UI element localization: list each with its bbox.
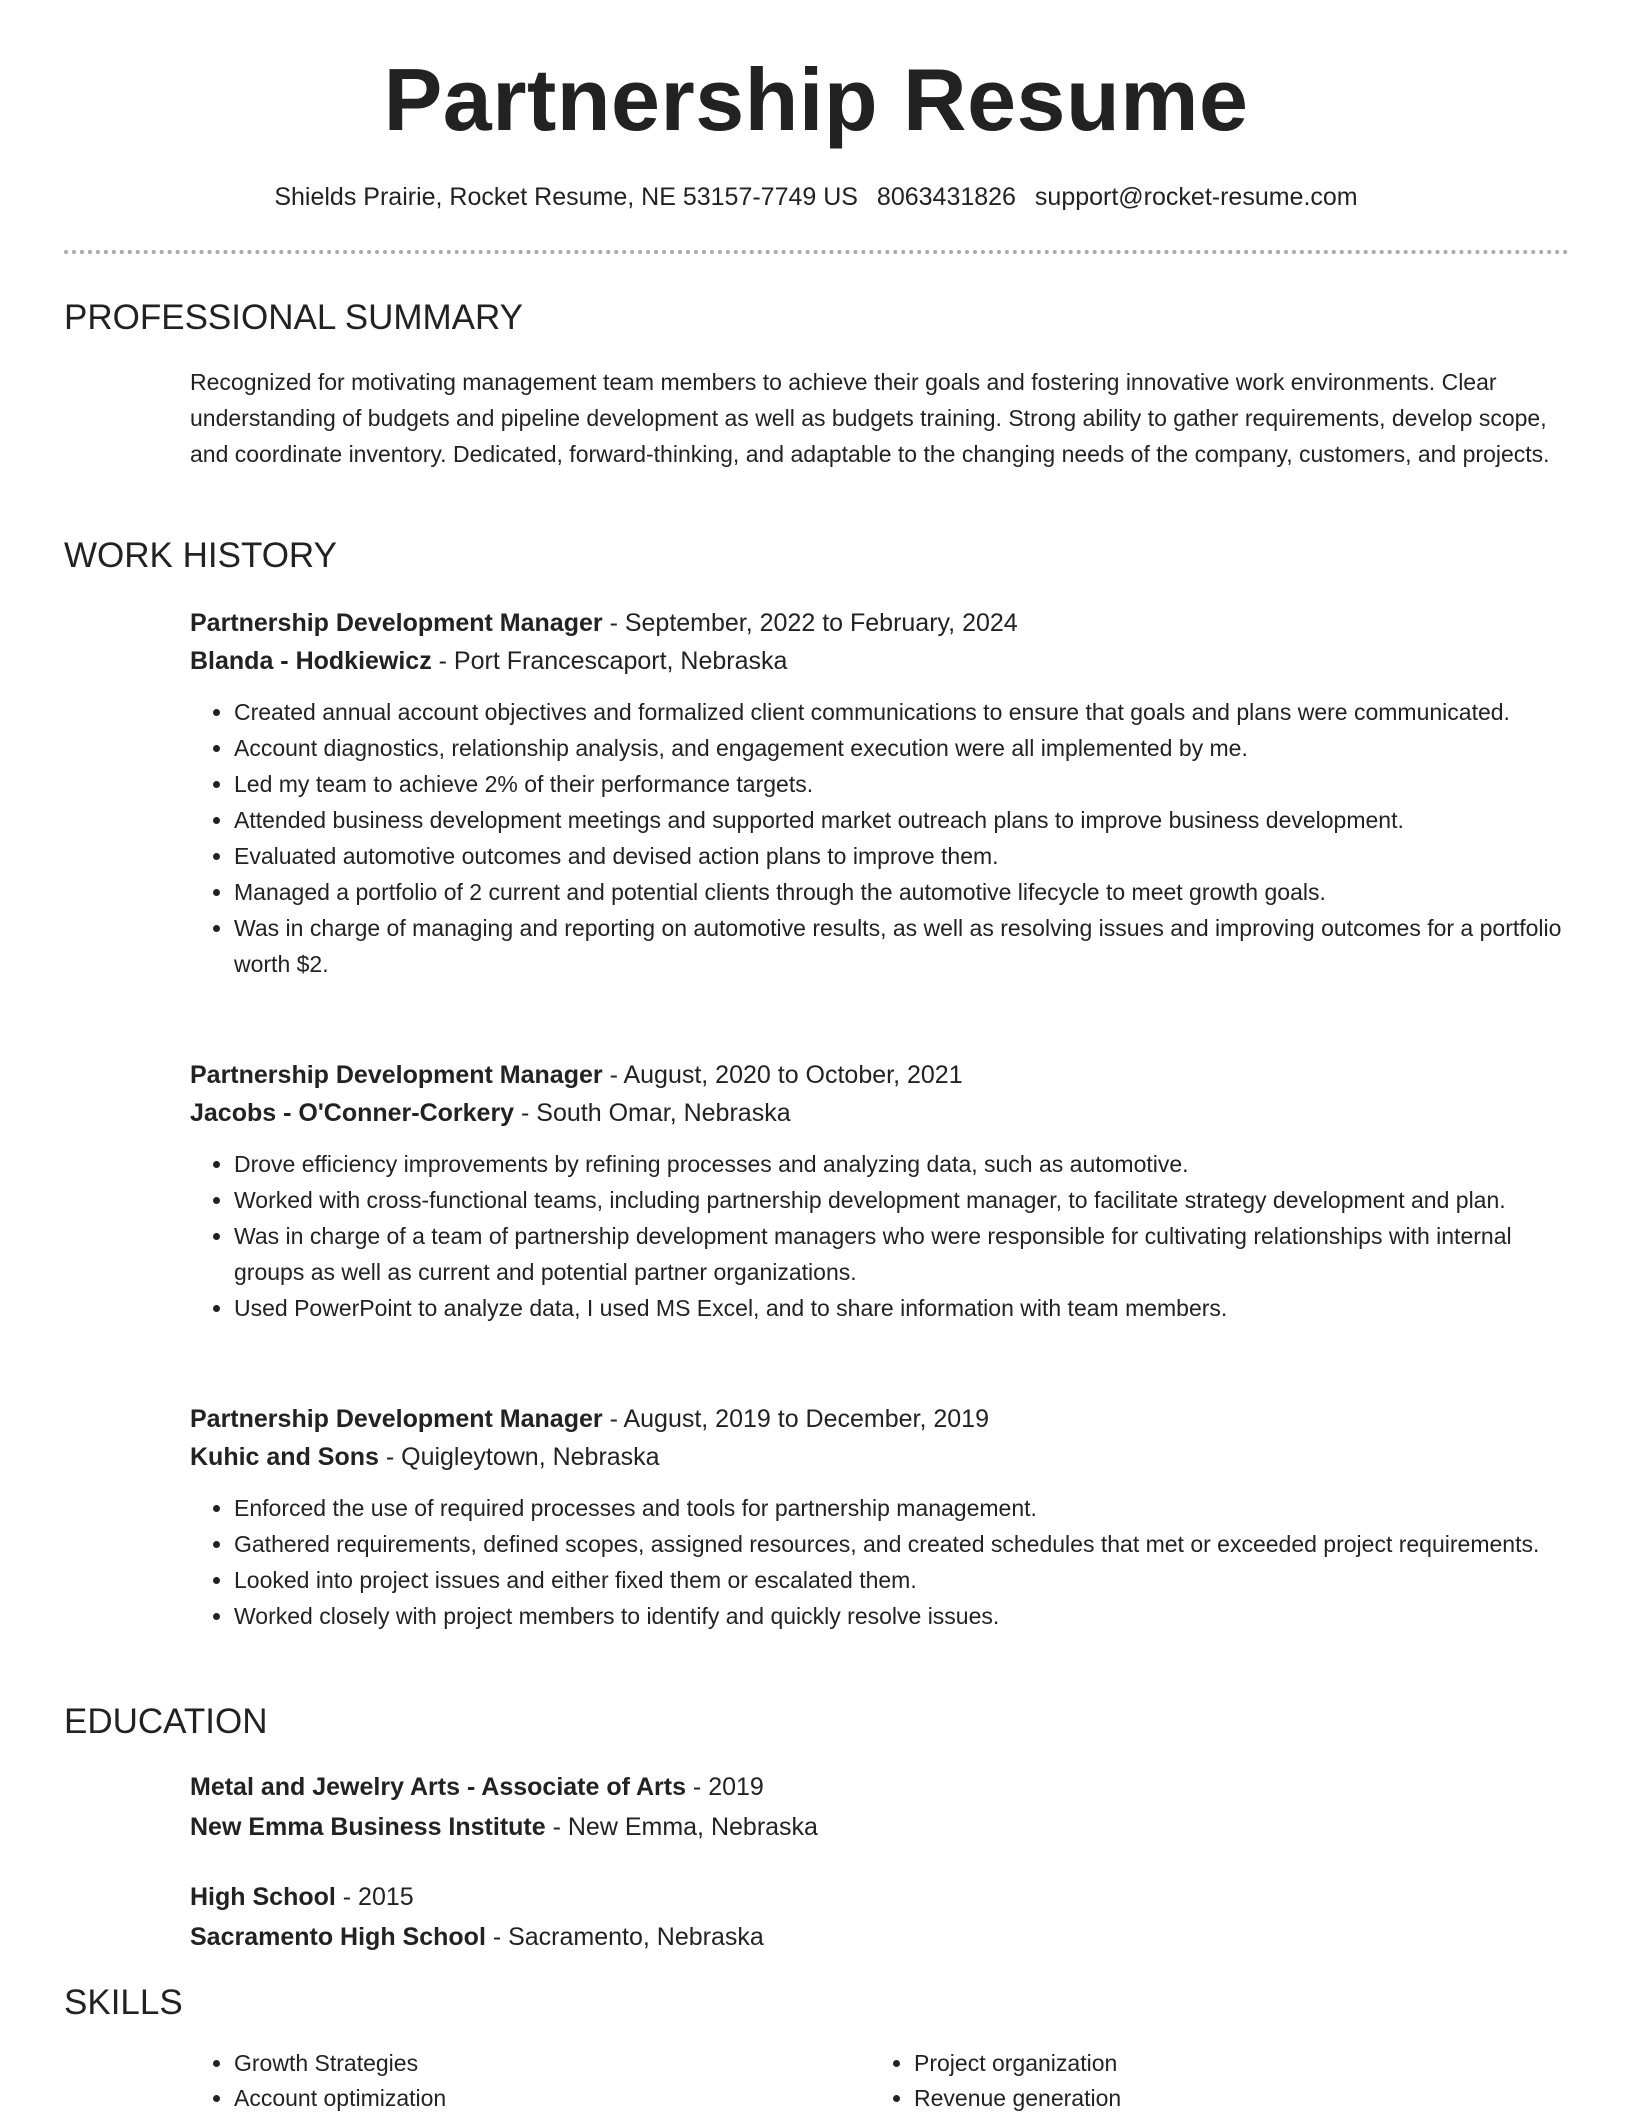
job-dates: - August, 2019 to December, 2019 bbox=[602, 1405, 989, 1433]
education-entry-2 bbox=[190, 1877, 1570, 1957]
skill-item: • Growth Strategies bbox=[234, 2046, 914, 2081]
skill-item: • Project organization bbox=[914, 2046, 1594, 2081]
list-item: • Worked closely with project members to identify and quickly resolve issues. bbox=[234, 1598, 1570, 1634]
job-company-line bbox=[190, 1094, 1570, 1132]
education-school-line bbox=[190, 1917, 1570, 1957]
job-company: Blanda - Hodkiewicz bbox=[190, 647, 432, 675]
job-title: Partnership Development Manager bbox=[190, 1061, 603, 1089]
summary-block bbox=[190, 364, 1570, 472]
list-item: • Led my team to achieve 2% of their performance targets. bbox=[234, 766, 1570, 802]
education-location: - Sacramento, Nebraska bbox=[485, 1923, 764, 1951]
job-title-line bbox=[190, 1056, 1570, 1094]
list-item: • Used PowerPoint to analyze data, I used MS Excel, and to share information with team members. bbox=[234, 1290, 1570, 1326]
education-degree: Metal and Jewelry Arts - Associate of Arts bbox=[190, 1773, 686, 1801]
skills-list bbox=[190, 2046, 1570, 2116]
job-location: - South Omar, Nebraska bbox=[514, 1099, 791, 1127]
resume-name: Partnership Resume bbox=[383, 50, 1249, 149]
education-degree-line bbox=[190, 1877, 1570, 1917]
education-entry-1 bbox=[190, 1767, 1570, 1847]
job-entry-1 bbox=[190, 604, 1570, 982]
list-item: • Created annual account objectives and formalized client communications to ensure that goals and plans were communicated. bbox=[234, 694, 1570, 730]
job-company-line bbox=[190, 642, 1570, 680]
job-entry-3 bbox=[190, 1400, 1570, 1634]
job-title-line bbox=[190, 1400, 1570, 1438]
job-location: - Quigleytown, Nebraska bbox=[378, 1443, 660, 1471]
list-item: • Was in charge of managing and reporting on automotive results, as well as resolving issues and improving outcomes for a portfolio worth $2. bbox=[234, 910, 1570, 982]
section-title-summary: PROFESSIONAL SUMMARY bbox=[64, 298, 523, 337]
education-school-line bbox=[190, 1807, 1570, 1847]
list-item: • Evaluated automotive outcomes and devised action plans to improve them. bbox=[234, 838, 1570, 874]
contact-email[interactable]: support@rocket-resume.com bbox=[1034, 183, 1358, 211]
list-item: • Drove efficiency improvements by refining processes and analyzing data, such as automotive. bbox=[234, 1146, 1570, 1182]
list-item: • Managed a portfolio of 2 current and potential clients through the automotive lifecycle to meet growth goals. bbox=[234, 874, 1570, 910]
job-company: Jacobs - O'Conner-Corkery bbox=[190, 1099, 515, 1127]
job-entry-2 bbox=[190, 1056, 1570, 1326]
job-bullets bbox=[190, 1146, 1570, 1326]
job-company: Kuhic and Sons bbox=[190, 1443, 379, 1471]
job-title-line bbox=[190, 604, 1570, 642]
job-company-line bbox=[190, 1438, 1570, 1476]
job-title: Partnership Development Manager bbox=[190, 1405, 603, 1433]
education-school: Sacramento High School bbox=[190, 1923, 486, 1951]
job-title: Partnership Development Manager bbox=[190, 609, 603, 637]
list-item: • Account diagnostics, relationship analysis, and engagement execution were all implemented by me. bbox=[234, 730, 1570, 766]
job-location: - Port Francescaport, Nebraska bbox=[431, 647, 788, 675]
contact-address: Shields Prairie, Rocket Resume, NE 53157-7749 US bbox=[274, 183, 858, 211]
contact-line bbox=[0, 181, 1632, 214]
list-item: • Looked into project issues and either fixed them or escalated them. bbox=[234, 1562, 1570, 1598]
education-school: New Emma Business Institute bbox=[190, 1813, 546, 1841]
education-year: - 2015 bbox=[335, 1883, 414, 1911]
contact-phone: 8063431826 bbox=[876, 183, 1016, 211]
list-item: • Enforced the use of required processes and tools for partnership management. bbox=[234, 1490, 1570, 1526]
list-item: • Gathered requirements, defined scopes, assigned resources, and created schedules that met or exceeded project requirements. bbox=[234, 1526, 1570, 1562]
job-dates: - August, 2020 to October, 2021 bbox=[602, 1061, 963, 1089]
education-location: - New Emma, Nebraska bbox=[545, 1813, 818, 1841]
list-item: • Worked with cross-functional teams, including partnership development manager, to facilitate strategy development and plan. bbox=[234, 1182, 1570, 1218]
education-degree: High School bbox=[190, 1883, 336, 1911]
section-title-education: EDUCATION bbox=[64, 1702, 268, 1741]
section-title-work-history: WORK HISTORY bbox=[64, 536, 337, 575]
skills-block bbox=[190, 2046, 1570, 2116]
job-bullets bbox=[190, 1490, 1570, 1634]
skill-item: • Revenue generation bbox=[914, 2081, 1594, 2116]
skill-item: • Account optimization bbox=[234, 2081, 914, 2116]
summary-text: Recognized for motivating management team members to achieve their goals and fostering innovative work environments. Clear understanding of budgets and pipeline development as well as budgets training. Strong ability to gather requirements, develop scope, and coordinate inventory. Dedicated, forward-thinking, and adaptable to the changing needs of the company, customers, and projects. bbox=[190, 369, 1550, 467]
education-year: - 2019 bbox=[685, 1773, 764, 1801]
job-dates: - September, 2022 to February, 2024 bbox=[602, 609, 1018, 637]
list-item: • Attended business development meetings and supported market outreach plans to improve business development. bbox=[234, 802, 1570, 838]
header-divider bbox=[64, 250, 1569, 254]
education-degree-line bbox=[190, 1767, 1570, 1807]
list-item: • Was in charge of a team of partnership development managers who were responsible for cultivating relationships with internal groups as well as current and potential partner organizations. bbox=[234, 1218, 1570, 1290]
job-bullets bbox=[190, 694, 1570, 982]
section-title-skills: SKILLS bbox=[64, 1983, 183, 2022]
